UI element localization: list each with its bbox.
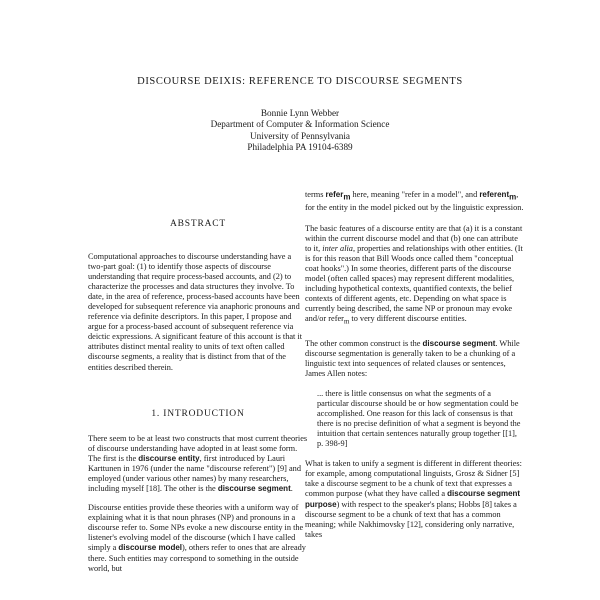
term-discourse-segment-purpose: discourse segment purpose [305, 489, 521, 509]
term-discourse-entity: discourse entity [138, 454, 200, 464]
intro-text [88, 434, 308, 600]
term-discourse-model: discourse model [118, 543, 182, 553]
term-referent: referent [479, 190, 510, 199]
author-block [0, 108, 600, 154]
allen-quote: ... there is little consensus on what the segments of a particular discourse should be or how segmentation could be accomplished. One reason for this lack of consensus is that there is no precise definition of what a segment is beyond the intuition that certain sentences naturally group together [[1], p. 398-9] [317, 389, 521, 449]
right-paragraph-3: What is taken to unify a segment is different in different theories: for example, among computational linguists, Grosz & Sidner [5] take a discourse segment to be a chunk of text that expresses a common purpose (what they have called a discourse segment purpose) with respect to the speaker's plans; Hobbs [8] takes a discourse segment to be a chunk of text that has a common meaning; while Nakhimovsky [12], considering only narrative, takes [305, 459, 522, 539]
author-name: Bonnie Lynn Webber [260, 108, 340, 118]
intro-paragraph-1: There seem to be at least two constructs that most current theories of discourse understanding have adopted in at least some form. The first is the discourse entity, first introduced by Lauri Karttunen in 1976 (under the name "discourse referent") [9] and employed (under various other names) by many researchers, including myself [18]. The other is the discourse segment. [88, 434, 308, 494]
author-university: University of Pennsylvania [249, 130, 351, 141]
abstract-paragraph: Computational approaches to discourse understanding have a two-part goal: (1) to identify those aspects of discourse understanding that require process-based accounts, and (2) to characterize the processes and data structures they involve. To date, in the area of reference, process-based accounts have been developed for subsequent reference via anaphoric pronouns and reference via definite descriptors. In this paper, I propose and argue for a process-based account of subsequent reference via deictic expressions. A significant feature of this account is that it attributes distinct mental reality to units of text often called discourse segments, a reality that is distinct from that of the entities described therein. [88, 252, 303, 372]
author-address: Philadelphia PA 19104-6389 [247, 142, 353, 153]
term-discourse-segment-2: discourse segment [422, 338, 496, 348]
right-paragraph-2: The other common construct is the discourse segment. While discourse segmentation is generally taken to be a chunking of a linguistic text into sequences of related clauses or sentences, James Allen notes: [305, 338, 520, 379]
author-department: Department of Computer & Information Science [210, 119, 390, 130]
term-refer: refer [325, 190, 344, 199]
term-discourse-segment: discourse segment [217, 484, 291, 494]
abstract-heading: ABSTRACT [169, 219, 227, 229]
intro-paragraph-2: Discourse entities provide these theories with a uniform way of explaining what it is that noun phrases (NP) and pronouns in a discourse refer to. Some NPs evoke a new discourse entity in the listener's evolving model of the discourse (which I have called simply a discourse model), others refer to ones that are already there. Such entities may correspond to something in the outside world, but [88, 503, 306, 573]
right-paragraph-0: terms refer$_m$ here, meaning "refer in a model", and referent$_m$, for the entity in the model picked out by the linguistic expression. [305, 190, 524, 212]
right-column [305, 190, 525, 600]
right-paragraph-1: The basic features of a discourse entity are that (a) it is a constant within the current discourse model and that (b) one can attribute to it, inter alia, properties and relationships with other entities. (It is for this reason that Bill Woods once called them "conceptual coat hooks".) In some theories, different parts of the discourse model (often called spaces) may represent different modalities, including hypothetical contexts, quantified contexts, the belief contexts of different agents, etc. Depending on what space is currently being described, the same NP or pronoun may evoke and/or refer$_m$ to very different discourse entities. [305, 223, 523, 326]
abstract-text [88, 252, 308, 373]
intro-heading: 1. INTRODUCTION [151, 409, 245, 419]
paper-title: DISCOURSE DEIXIS: REFERENCE TO DISCOURSE SEGMENTS [137, 76, 463, 87]
